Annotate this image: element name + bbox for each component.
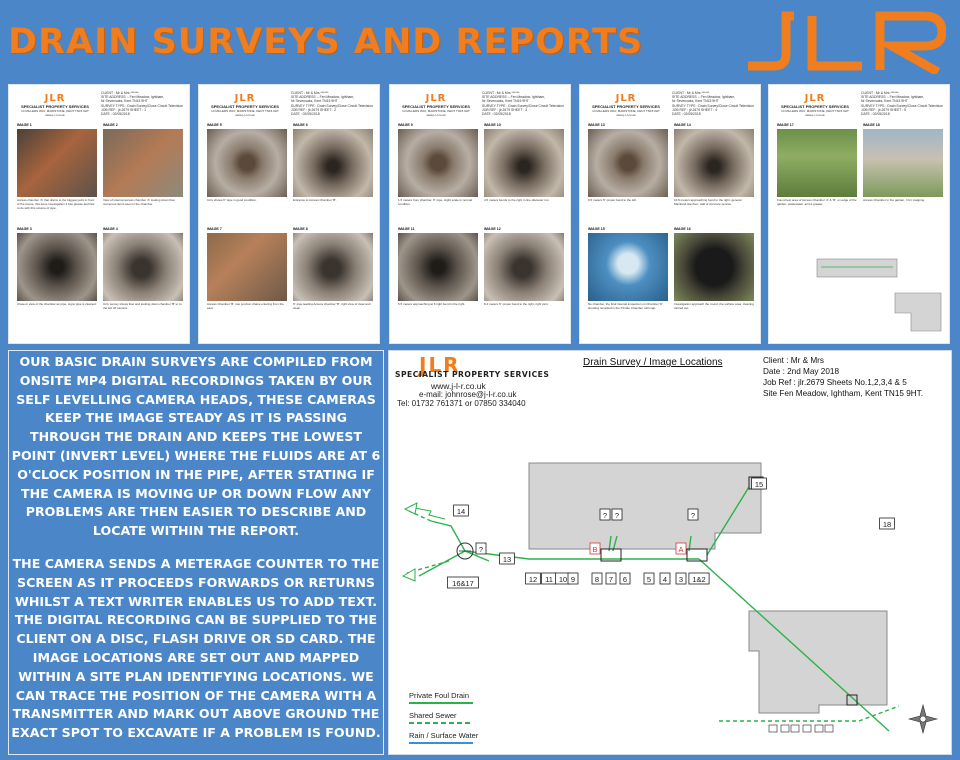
sheet-meta: [482, 91, 568, 116]
image-location-label: 14: [456, 507, 466, 516]
sheet-header: [205, 93, 285, 117]
sheet-image-caption: Access Chamber 'B', two junction drains entering from the east.: [207, 302, 284, 310]
legend-line-sewer: [409, 722, 473, 724]
image-location-label: 5: [646, 575, 652, 584]
sheet-image-caption: Entrance to Access Chamber 'B'.: [293, 198, 337, 202]
sheet-meta-line: JOB REF : jlr.2679 SHEET : 4: [672, 107, 717, 112]
sheet-logo: JLR: [44, 93, 66, 104]
sheet-meta-line: SURVEY TYPE : Drain Survey/Close Circuit Television: [482, 103, 564, 108]
cctv-photo: [674, 129, 754, 197]
sheet-meta-line: CLIENT : Mr & Mrs ******: [101, 91, 139, 95]
sheet-address: 14 MILLERS WAY, MAIDSTONE, KENT TN15 9HT: [21, 109, 89, 113]
cctv-photo: [17, 233, 97, 301]
sheet-meta-line: JOB REF : jlr.2679 SHEET : 3: [482, 107, 527, 112]
sheet-company: SPECIALIST PROPERTY SERVICES: [781, 104, 849, 109]
site-plan: [388, 350, 952, 755]
sheet-image-label: IMAGE 15: [588, 227, 605, 231]
sheet-meta-line: JOB REF : jlr.2679 SHEET : 5: [861, 107, 906, 112]
image-location-label: ?: [614, 511, 620, 520]
compass-icon: [909, 705, 937, 733]
plan-site: Site Fen Meadow, Ightham, Kent TN15 9HT.: [763, 389, 924, 398]
sheet-meta: [861, 91, 947, 116]
image-location-label: A: [678, 545, 684, 554]
sheet-web: www.j-l-r.co.uk: [426, 113, 446, 117]
sheet-header: [15, 93, 95, 117]
sheet-meta-line: SURVEY TYPE : Drain Survey/Close Circuit Television: [861, 103, 943, 108]
cctv-photo: [588, 233, 668, 301]
cctv-photo: [484, 233, 564, 301]
cctv-photo: [207, 233, 287, 301]
sheet-image-caption: 10.5 meters approaching bend to the right, general Mainland site floor, wall of concrete service.: [674, 198, 742, 206]
sheet-image-label: IMAGE 6: [293, 123, 308, 127]
sheet-meta-line: SURVEY TYPE : Drain Survey/Close Circuit Television: [291, 103, 373, 108]
sheet-logo: JLR: [234, 93, 256, 104]
sheet-web: www.j-l-r.co.uk: [235, 113, 255, 117]
sheet-meta-line: Nr Sevenoaks, Kent TN15 9HT: [101, 99, 148, 104]
report-sheet-2: [198, 84, 380, 344]
sheet-company: SPECIALIST PROPERTY SERVICES: [21, 104, 89, 109]
plan-phone: Tel: 01732 761371 or 07850 334040: [397, 399, 526, 408]
description-panel: [8, 350, 384, 755]
sheet-meta-line: DATE : 02/05/2018: [101, 112, 130, 117]
report-sheet-5: [768, 84, 950, 344]
sheet-meta-line: JOB REF : jlr.2679 SHEET : 2: [291, 107, 336, 112]
sheet-image-caption: Close-in view of the chamber as pipe, signs pipe is cleaned.: [17, 302, 97, 306]
sheet-image-caption: Cctv shows 6" pipe in good condition.: [207, 198, 257, 202]
sheet-image-label: IMAGE 10: [484, 123, 501, 127]
sheet-web: www.j-l-r.co.uk: [45, 113, 65, 117]
sheet-meta-line: SITE ADDRESS :- Fen Meadow, Ightham,: [291, 95, 355, 100]
jlr-logo: [742, 10, 946, 74]
plan-website: www.j-l-r.co.uk: [431, 381, 486, 391]
house-wing: [529, 463, 715, 549]
flow-arrow-head-2: [403, 569, 415, 581]
sheet-image-caption: Access chamber 'A' that drains to the biggest point in front of the house, this done investigation it has grease and fats to do with this volume of pipe.: [17, 198, 95, 210]
image-location-label: ?: [690, 511, 696, 520]
cctv-photo: [293, 233, 373, 301]
legend-rain-water: Rain / Surface Water: [409, 731, 478, 751]
sheet-image-label: IMAGE 1: [17, 123, 32, 127]
small-location-marker: [803, 725, 811, 732]
sheet-address: 14 MILLERS WAY, MAIDSTONE, KENT TN15 9HT: [781, 109, 849, 113]
sheet-image-caption: 6.5 meters approaching at 6 right bend in the right.: [398, 302, 466, 306]
legend-line-rain: [409, 742, 473, 744]
report-sheet-3: [389, 84, 571, 344]
sheet-image-caption: Investigation approach the round, the surface area, cleaning carried out.: [674, 302, 754, 310]
sheet-image-label: IMAGE 12: [484, 227, 501, 231]
sheet-image-label: IMAGE 7: [207, 227, 222, 231]
small-location-marker: [769, 725, 777, 732]
image-location-label: 11: [545, 575, 553, 584]
sheet-meta: [101, 91, 187, 116]
description-paragraph-2: THE CAMERA SENDS A METERAGE COUNTER TO THE SCREEN AS IT PROCEEDS FORWARDS OR RETURNS WHILST A TEXT WRITER ENABLES US TO ADD TEXT. THE DIGITAL RECORDING CAN BE SUPPLIED TO THE CLIENT ON A DISC, FLASH DRIVE OR SD CARD. THE IMAGE LOCATIONS ARE SET OUT AND MAPPED WITHIN A SITE PLAN IDENTIFYING LOCATIONS. WE CAN TRACE THE POSITION OF THE CAMERA WITH A TRANSMITTER AND MARK OUT ABOVE GROUND THE EXACT SPOT TO EXCAVATE IF A PROBLEM IS FOUND.: [11, 555, 381, 741]
sheet-header: [775, 93, 855, 117]
sheet-image-label: IMAGE 13: [588, 123, 605, 127]
sheet-meta-line: SITE ADDRESS :- Fen Meadow, Ightham,: [861, 95, 925, 100]
sheet-image-label: IMAGE 8: [293, 227, 308, 231]
plan-email: e-mail: johnrose@j-l-r.co.uk: [419, 390, 517, 399]
sheet-company: SPECIALIST PROPERTY SERVICES: [402, 104, 470, 109]
sheet-meta-line: DATE : 02/05/2018: [482, 112, 511, 117]
sheet-image-label: IMAGE 9: [398, 123, 413, 127]
cctv-photo: [674, 233, 754, 301]
sheet-image-label: IMAGE 11: [398, 227, 415, 231]
sheet-meta-line: DATE : 02/05/2018: [291, 112, 320, 117]
sheet-image-label: IMAGE 3: [17, 227, 32, 231]
cctv-photo: [103, 233, 183, 301]
sheet-logo: JLR: [425, 93, 447, 104]
report-sheet-4: [579, 84, 761, 344]
cctv-photo: [207, 129, 287, 197]
sheet-image-label: IMAGE 16: [674, 227, 691, 231]
sheet-image-caption: No chamber, the final internal inspection on Chamber 'D' showing recorded in the Private Chamber call map.: [588, 302, 663, 310]
image-location-label: B: [592, 545, 598, 554]
sheet-meta-line: DATE : 02/05/2018: [861, 112, 890, 117]
image-location-label: ?: [478, 545, 484, 554]
sheet-image-caption: Cctv survey shows flow and looking down chamber 'B' to to the left off camera.: [103, 302, 182, 310]
cctv-photo: [777, 129, 857, 197]
cctv-photo: [293, 129, 373, 197]
image-location-label: 13: [502, 555, 512, 564]
sheet-meta: [672, 91, 758, 116]
legend-private-foul: Private Foul Drain: [409, 691, 478, 711]
cctv-photo: [484, 129, 564, 197]
sheet-image-label: IMAGE 2: [103, 123, 118, 127]
sheet-address: 14 MILLERS WAY, MAIDSTONE, KENT TN15 9HT: [211, 109, 279, 113]
sheet-meta-line: CLIENT : Mr & Mrs ******: [291, 91, 329, 95]
image-location-label: 16&17: [452, 579, 474, 588]
image-location-label: 6: [622, 575, 628, 584]
mini-site-plan: [815, 245, 945, 335]
cctv-photo: [17, 129, 97, 197]
plan-logo: JLR: [419, 353, 461, 377]
sheet-image-label: IMAGE 5: [207, 123, 222, 127]
sheet-logo: JLR: [615, 93, 637, 104]
plan-job-ref: Job Ref : jlr.2679 Sheets No.1,2,3,4 & 5: [763, 378, 907, 387]
sheet-web: www.j-l-r.co.uk: [616, 113, 636, 117]
garage-building: [749, 611, 887, 713]
cctv-photo: [588, 129, 668, 197]
legend-line-foul: [409, 702, 473, 704]
sheet-header: [586, 93, 666, 117]
sheet-meta-line: CLIENT : Mr & Mrs ******: [672, 91, 710, 95]
small-location-marker: [815, 725, 823, 732]
sheet-company: SPECIALIST PROPERTY SERVICES: [592, 104, 660, 109]
sheet-meta-line: CLIENT : Mr & Mrs ******: [861, 91, 899, 95]
image-location-label: ?: [602, 511, 608, 520]
headline: DRAIN SURVEYS AND REPORTS: [8, 22, 644, 62]
small-location-marker: [825, 725, 833, 732]
sheet-meta-line: CLIENT : Mr & Mrs ******: [482, 91, 520, 95]
sheet-company: SPECIALIST PROPERTY SERVICES: [211, 104, 279, 109]
cctv-photo: [103, 129, 183, 197]
sheet-image-caption: 6" pipe leading Access chamber 'B', right view of clear and clean.: [293, 302, 371, 310]
sheet-image-label: IMAGE 4: [103, 227, 118, 231]
sheet-meta-line: SURVEY TYPE : Drain Survey/Close Circuit Television: [101, 103, 183, 108]
image-location-label: 12: [528, 575, 538, 584]
sheet-image-label: IMAGE 18: [863, 123, 880, 127]
plan-client: Client : Mr & Mrs: [763, 356, 824, 365]
sheet-meta-line: SITE ADDRESS :- Fen Meadow, Ightham,: [672, 95, 736, 100]
image-location-label: 10: [558, 575, 568, 584]
sheet-header: [396, 93, 476, 117]
image-location-label: 7: [608, 575, 614, 584]
cctv-photo: [398, 233, 478, 301]
sheet-web: www.j-l-r.co.uk: [805, 113, 825, 117]
sheet-meta-line: Nr Sevenoaks, Kent TN15 9HT: [291, 99, 338, 104]
sheet-meta-line: DATE : 02/05/2018: [672, 112, 701, 117]
sheet-image-caption: Access Chamber in the garden, 4 for mapping.: [863, 198, 926, 202]
sheet-meta-line: Nr Sevenoaks, Kent TN15 9HT: [482, 99, 529, 104]
sheet-image-caption: 1.5 meters from chamber. 6" pipe, slight scale in normal condition.: [398, 198, 472, 206]
sheet-meta: [291, 91, 377, 116]
image-location-label: 3: [678, 575, 684, 584]
sheet-address: 14 MILLERS WAY, MAIDSTONE, KENT TN15 9HT: [402, 109, 470, 113]
image-location-label: 4: [662, 575, 668, 584]
report-sheet-1: [8, 84, 190, 344]
plan-title: Drain Survey / Image Locations: [583, 357, 723, 368]
sheet-meta-line: JOB REF : jlr.2679 SHEET : 1: [101, 107, 146, 112]
sheet-image-caption: View of internal access chamber 'A' looking down flow, numerous items seen in the chamber.: [103, 198, 176, 206]
sheet-meta-line: SITE ADDRESS :- Fen Meadow, Ightham,: [101, 95, 165, 100]
image-location-label: 9: [570, 575, 576, 584]
sheet-image-label: IMAGE 17: [777, 123, 794, 127]
plan-company: SPECIALIST PROPERTY SERVICES: [395, 370, 550, 379]
cctv-photo: [863, 129, 943, 197]
sheet-image-caption: 9.5 meters 6" proper bend to the left.: [588, 198, 637, 202]
sheet-image-caption: Found test area of Access Chamber 'A' & 'B', on edge of the garden, wastewater, and a grease.: [777, 198, 857, 206]
image-location-label: 1&2: [692, 575, 706, 584]
sheet-image-caption: 4.5 meters bends to the right in line diameter run.: [484, 198, 550, 202]
sheet-logo: JLR: [804, 93, 826, 104]
sheet-meta-line: Nr Sevenoaks, Kent TN15 9HT: [672, 99, 719, 104]
small-location-marker: [781, 725, 789, 732]
sheet-image-caption: 8.4 meters 6" proper bend to the right, right joint.: [484, 302, 549, 306]
small-location-marker: [791, 725, 799, 732]
plan-date: Date : 2nd May 2018: [763, 367, 840, 376]
image-location-label: 15: [754, 480, 764, 489]
sheet-image-label: IMAGE 14: [674, 123, 691, 127]
image-location-label: 18: [882, 520, 892, 529]
sheet-meta-line: SURVEY TYPE : Drain Survey/Close Circuit Television: [672, 103, 754, 108]
cctv-photo: [398, 129, 478, 197]
plan-legend: [409, 691, 478, 751]
sheet-meta-line: Nr Sevenoaks, Kent TN15 9HT: [861, 99, 908, 104]
image-location-label: 8: [594, 575, 600, 584]
sheet-address: 14 MILLERS WAY, MAIDSTONE, KENT TN15 9HT: [592, 109, 660, 113]
legend-shared-sewer: Shared Sewer: [409, 711, 478, 731]
description-paragraph-1: OUR BASIC DRAIN SURVEYS ARE COMPILED FROM ONSITE MP4 DIGITAL RECORDINGS TAKEN BY OUR SELF LEVELLING CAMERA HEADS, THESE CAMERAS KEEP THE IMAGE STEADY AS IT IS PASSING THROUGH THE DRAIN AND KEEPS THE LOWEST POINT (INVERT LEVEL) WHERE THE FLUIDS ARE AT 6 O'CLOCK POSITION IN THE PIPE, AFTER STATING IF THE CAMERA IS MOVING UP OR DOWN FLOW ANY PROBLEMS ARE THEN EASIER TO DESCRIBE AND LOCATE WITHIN THE REPORT.: [11, 354, 381, 539]
flow-arrow-head: [405, 503, 417, 514]
sheet-meta-line: SITE ADDRESS :- Fen Meadow, Ightham,: [482, 95, 546, 100]
